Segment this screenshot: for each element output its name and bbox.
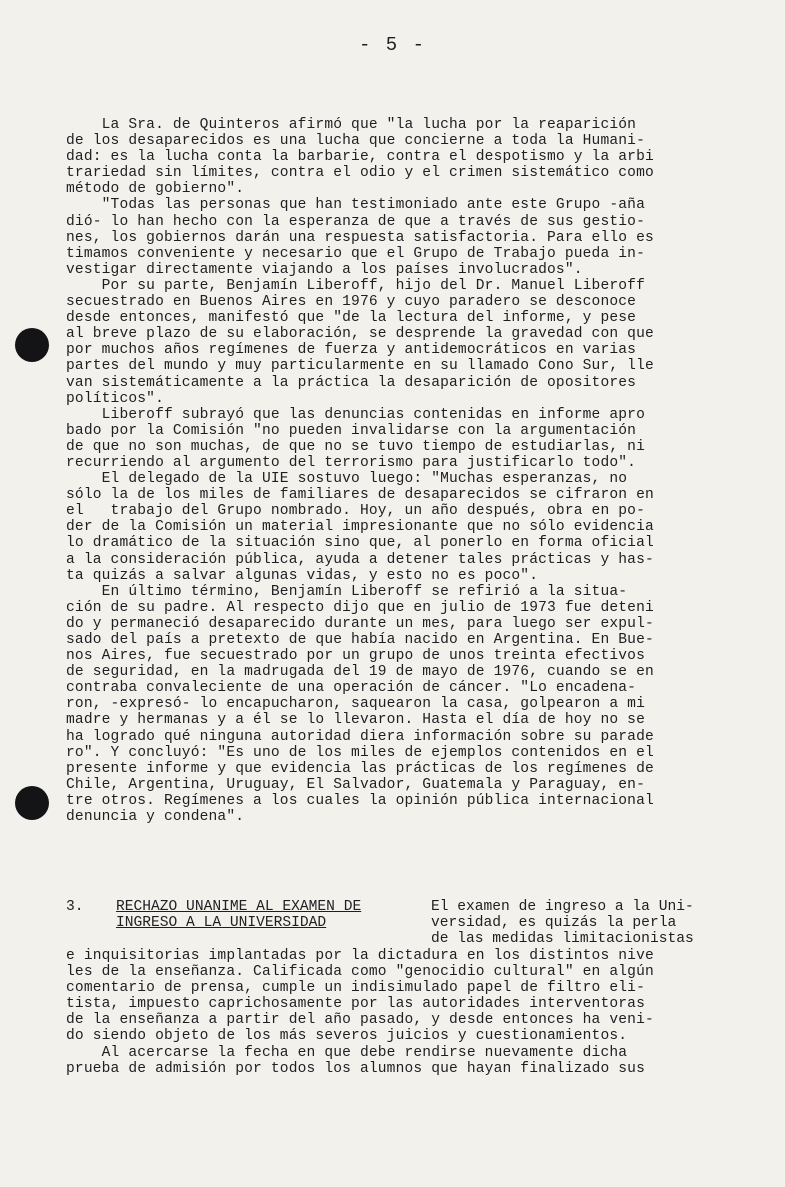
section-heading (66, 899, 738, 947)
paragraph-liberoff-1: Por su parte, Benjamín Liberoff, hijo del Dr. Manuel Liberoff secuestrado en Buenos Aires en 1976 y cuyo paradero se desconoce desde entonces, manifestó que "de la lectura del informe, y pese al breve plazo de su elaboración, se desprende la gravedad con que por muchos años regímenes de fuerza y antidemocráticos en varias partes del mundo y muy particularmente en su llamado Cono Sur, lle van sistemáticamente a la práctica la desaparición de opositores políticos". (66, 277, 654, 407)
section-3 (66, 899, 738, 1077)
paragraph-situacion: En último término, Benjamín Liberoff se refirió a la situa- ción de su padre. Al respecto dijo que en julio de 1973 fue deteni do y permaneció desaparecido durante un mes, para luego ser expul- sado del país a pretexto de que había nacido en Argentina. En Bue- nos Aires, fue secuestrado por un grupo de unos treinta efectivos de seguridad, en la madrugada del 19 de mayo de 1976, cuando se en contraba convaleciente de una operación de cáncer. "Lo encadena- ron, -expresó- lo encapucharon, saquearon la casa, golpearon a mi madre y hermanas y a él se lo llevaron. Hasta el día de hoy no se ha logrado qué ninguna autoridad diera información sobre su parade ro". Y concluyó: "Es uno de los miles de ejemplos contenidos en el presente informe y que evidencia las prácticas de los regímenes de Chile, Argentina, Uruguay, El Salvador, Guatemala y Paraguay, en- tre otros. Regímenes a los cuales la opinión pública internacional denuncia y condena". (66, 583, 654, 826)
section-title: RECHAZO UNANIME AL EXAMEN DE INGRESO A LA UNIVERSIDAD (116, 899, 362, 932)
binder-hole-top (15, 328, 49, 362)
section-body: e inquisitorias implantadas por la dictadura en los distintos nive les de la enseñanza. Calificada como "genocidio cultural" en algún comentario de prensa, cumple un indisimulado papel de filtro eli- tista, impuesto caprichosamente por las autoridades interventoras de la enseñanza a partir del año pasado, y desde entonces ha veni- do siendo objeto de los más severos juicios y cuestionamientos. Al acercarse la fecha en que debe rendirse nuevamente dicha prueba de admisión por todos los alumnos que hayan finalizado sus (66, 948, 654, 1077)
binder-hole-bottom (15, 786, 49, 820)
section-number: 3. (66, 899, 84, 915)
body-text (66, 117, 738, 825)
section-intro: El examen de ingreso a la Uni- versidad, es quizás la perla de las medidas limitacionistas (431, 899, 694, 948)
page-number: - 5 - (358, 34, 426, 56)
paragraph-grupo: "Todas las personas que han testimoniado ante este Grupo -aña dió- lo han hecho con la esperanza de que a través de sus gestio- nes, los gobiernos darán una respuesta satisfactoria. Para ello es timamos conveniente y necesario que el Grupo de Trabajo pueda in- vestigar directamente viajando a los países involucrados". (66, 197, 654, 278)
paragraph-liberoff-2: Liberoff subrayó que las denuncias contenidas en informe apro bado por la Comisión "no pueden invalidarse con la argumentación de que no son muchas, de que no se tuvo tiempo de estudiarlas, ni recurriendo al argumento del terrorismo para justificarlo todo". (66, 406, 645, 471)
paragraph-quinteros: La Sra. de Quinteros afirmó que "la lucha por la reaparición de los desaparecidos es una lucha que concierne a toda la Humani- dad: es la lucha conta la barbarie, contra el despotismo y la arbi trariedad sin límites, contra el odio y el crimen sistemático como método de gobierno". (66, 117, 654, 198)
paragraph-uie: El delegado de la UIE sostuvo luego: "Muchas esperanzas, no sólo la de los miles de familiares de desaparecidos se cifraron en el trabajo del Grupo nombrado. Hoy, un año después, obra en po- der de la Comisión un material impresionante que no sólo evidencia lo dramático de la situación sino que, al ponerlo en forma oficial a la consideración pública, ayuda a detener tales prácticas y has- ta quizás a salvar algunas vidas, y esto no es poco". (66, 471, 654, 584)
